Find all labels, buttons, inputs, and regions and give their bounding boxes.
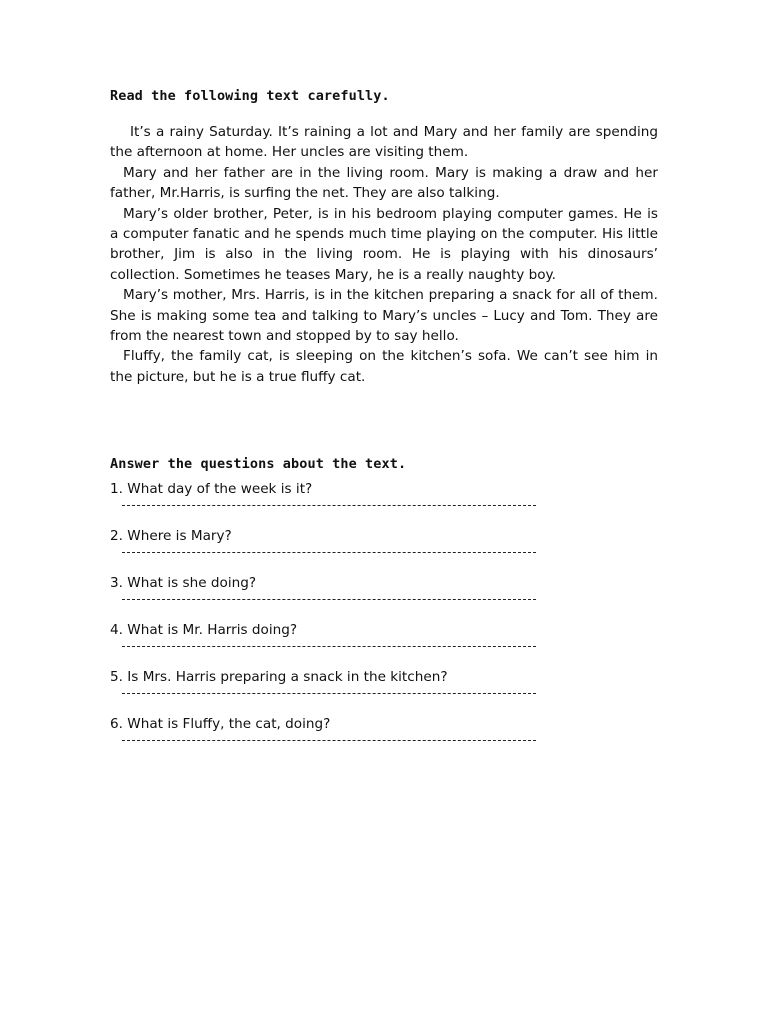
question-item-4 — [110, 620, 658, 667]
answer-line — [122, 499, 536, 506]
answer-line — [122, 734, 536, 741]
passage-paragraph-5: Fluffy, the family cat, is sleeping on the kitchen’s sofa. We can’t see him in the picture, but he is a true fluffy cat. — [110, 348, 658, 385]
reading-passage — [110, 122, 658, 387]
question-text: 4. What is Mr. Harris doing? — [110, 622, 298, 638]
question-item-5 — [110, 667, 658, 714]
question-text: 2. Where is Mary? — [110, 528, 232, 544]
question-text: 6. What is Fluffy, the cat, doing? — [110, 716, 331, 732]
question-item-3 — [110, 573, 658, 620]
question-text: 3. What is she doing? — [110, 575, 257, 591]
answer-line — [122, 546, 536, 553]
answer-line — [122, 640, 536, 647]
question-text: 5. Is Mrs. Harris preparing a snack in the kitchen? — [110, 669, 448, 685]
passage-paragraph-2: Mary and her father are in the living room. Mary is making a draw and her father, Mr.Harris, is surfing the net. They are also talking. — [110, 164, 658, 202]
question-text: 1. What day of the week is it? — [110, 481, 313, 497]
passage-paragraph-4: Mary’s mother, Mrs. Harris, is in the kitchen preparing a snack for all of them. She is making some tea and talking to Mary’s uncles – Lucy and Tom. They are from the nearest town and stopped by to say hello. — [110, 287, 658, 345]
passage-paragraph-1: It’s a rainy Saturday. It’s raining a lot and Mary and her family are spending the afternoon at home. Her uncles are visiting them. — [110, 124, 658, 161]
read-instruction-heading: Read the following text carefully. — [110, 88, 390, 104]
question-item-1 — [110, 479, 658, 526]
question-list — [110, 479, 658, 761]
answer-line — [122, 593, 536, 600]
passage-paragraph-3: Mary’s older brother, Peter, is in his bedroom playing computer games. He is a computer fanatic and he spends much time playing on the computer. His little brother, Jim is also in the living room. He is playing with his dinosaurs’ collection. Sometimes he teases Mary, he is a really naughty boy. — [110, 205, 658, 283]
question-item-2 — [110, 526, 658, 573]
answer-instruction-heading: Answer the questions about the text. — [110, 456, 407, 472]
worksheet-page — [110, 86, 658, 732]
answer-line — [122, 687, 536, 694]
question-item-6 — [110, 714, 658, 761]
